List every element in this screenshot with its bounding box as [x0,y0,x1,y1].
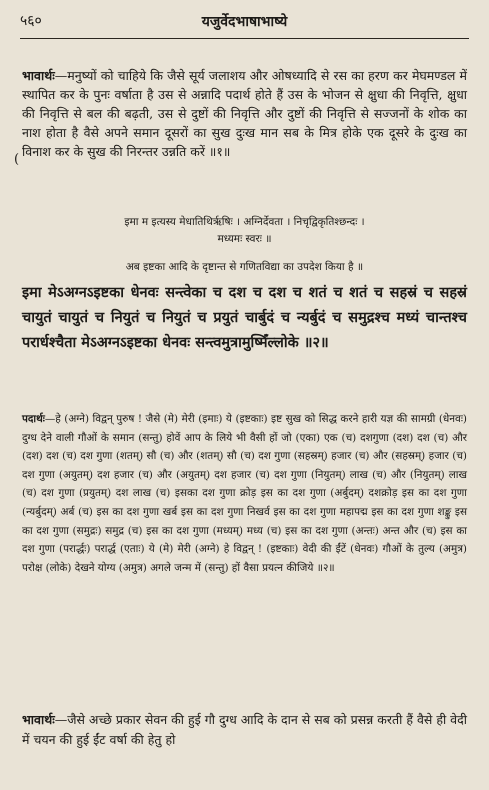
intro-line: अब इष्टका आदि के दृष्टान्त से गणितविद्या का उपदेश किया है ॥ [125,261,364,273]
padarth-text: —हे (अग्ने) विद्वन् पुरुष ! जैसे (मे) मेरी (इमाः) ये (इष्टकाः) इष्ट सुख को सिद्ध करने हारी यज्ञ की सामग्री (धेनवः) दुग्ध देने वाली गौओं के समान (सन्तु) होवें आप के लिये भी वैसी हों जो (एका) एक (च) दशगुणा (दश) दश (च) और (दश) दश (च) दश गुणा (शतम्) सौ (च) और (शतम्) सौ (च) दश गुणा (सहस्रम्) हजार (च) और (सहस्रम्) हजार (च) दश गुणा (अयुतम्) दश हजार (च) और (अयुतम्) दश हजार (च) दश गुणा (नियुतम्) लाख (च) और (नियुतम्) लाख (च) दश गुणा (प्रयुतम्) दश लाख (च) इसका दश गुणा क्रोड़ इस का दश गुणा (अर्बुदम्) दशक्रोड़ इस का दश गुणा (न्यर्बुदम्) अर्ब (च) इस का दश गुणा खर्ब इस का दश गुणा निखर्व इस का दश गुणा महापद्म इस का दश गुणा शङ्कु इस का दश गुणा (समुद्रः) समुद्र (च) इस का दश गुणा (मध्यम्) मध्य (च) इस का दश गुणा (अन्तः) अन्त और (च) इस का दश गुणा (परार्द्धः) परार्द्ध (एताः) ये (मे) मेरी (अग्ने) हे विद्वन् ! (इष्टकाः) वेदी की ईंटें (धेनवः) गौओं के तुल्य (अमुत्र) परोक्ष (लोके) देखने योग्य (अमुत्र) अगले जन्म में (सन्तु) हों वैसा प्रयत्न कीजिये ॥२॥ [22,413,467,574]
bhavarth-paragraph-1 [22,66,467,161]
header-rule [20,38,469,39]
mantra-meta [22,214,467,248]
bhavarth-text-1: —मनुष्यों को चाहिये कि जैसे सूर्य जलाशय और ओषध्यादि से रस का हरण कर मेघमण्डल में स्थापित कर के पुनः वर्षाता है उस से अन्नादि पदार्थ होते हैं उस के भोजन से क्षुधा की निवृत्ति, क्षुधा की निवृत्ति से बल की बढ़ती, उस से दुष्टों की निवृत्ति और दुष्टों की निवृत्ति से सज्जनों के शोक का नाश होता है वैसे अपने समान दूसरों का सुख दुःख मान सब के मित्र होके एक दूसरे के दुःख का विनाश कर के सुख की निरन्तर उन्नति करें ॥१॥ [22,68,467,159]
mantra-meta-line-1: इमा म इत्यस्य मेधातिथिर्ऋषिः । अग्निर्देवता । निचृद्विकृतिश्छन्दः । [124,216,365,228]
bhavarth-label-1: भावार्थः [22,68,55,83]
bhavarth-text-2: —जैसे अच्छे प्रकार सेवन की हुई गौ दुग्ध आदि के दान से सब को प्रसन्न करती हैं वैसे ही वेदी में चयन की हुई ईंट वर्षा की हेतु हो [22,712,467,747]
padarth-label: पदार्थः [22,413,45,425]
mantra-meta-line-2: मध्यमः स्वरः ॥ [217,233,272,245]
bhavarth-label-2: भावार्थः [22,712,55,727]
page-number: ५६० [20,13,42,29]
running-title: यजुर्वेदभाषाभाष्ये [201,13,288,30]
margin-mark: ( [14,152,20,167]
mantra-text: इमा मेऽअग्नऽइष्टका धेनवः सन्त्वेका च दश च दश च शतं च शतं च सहस्रं च सहस्रं चायुतं चायुतं च नियुतं च नियुतं च प्रयुतं चार्बुदं च न्यर्बुदं च समुद्रश्च मध्यं चान्तश्च परार्धश्चैता मेऽअग्नऽइष्टका धेनवः सन्त्वमुत्रामुष्मिँल्लोके ॥२॥ [22,284,467,351]
bhavarth-paragraph-2 [22,710,467,750]
padarth-paragraph [22,410,467,577]
page-header [20,8,469,34]
